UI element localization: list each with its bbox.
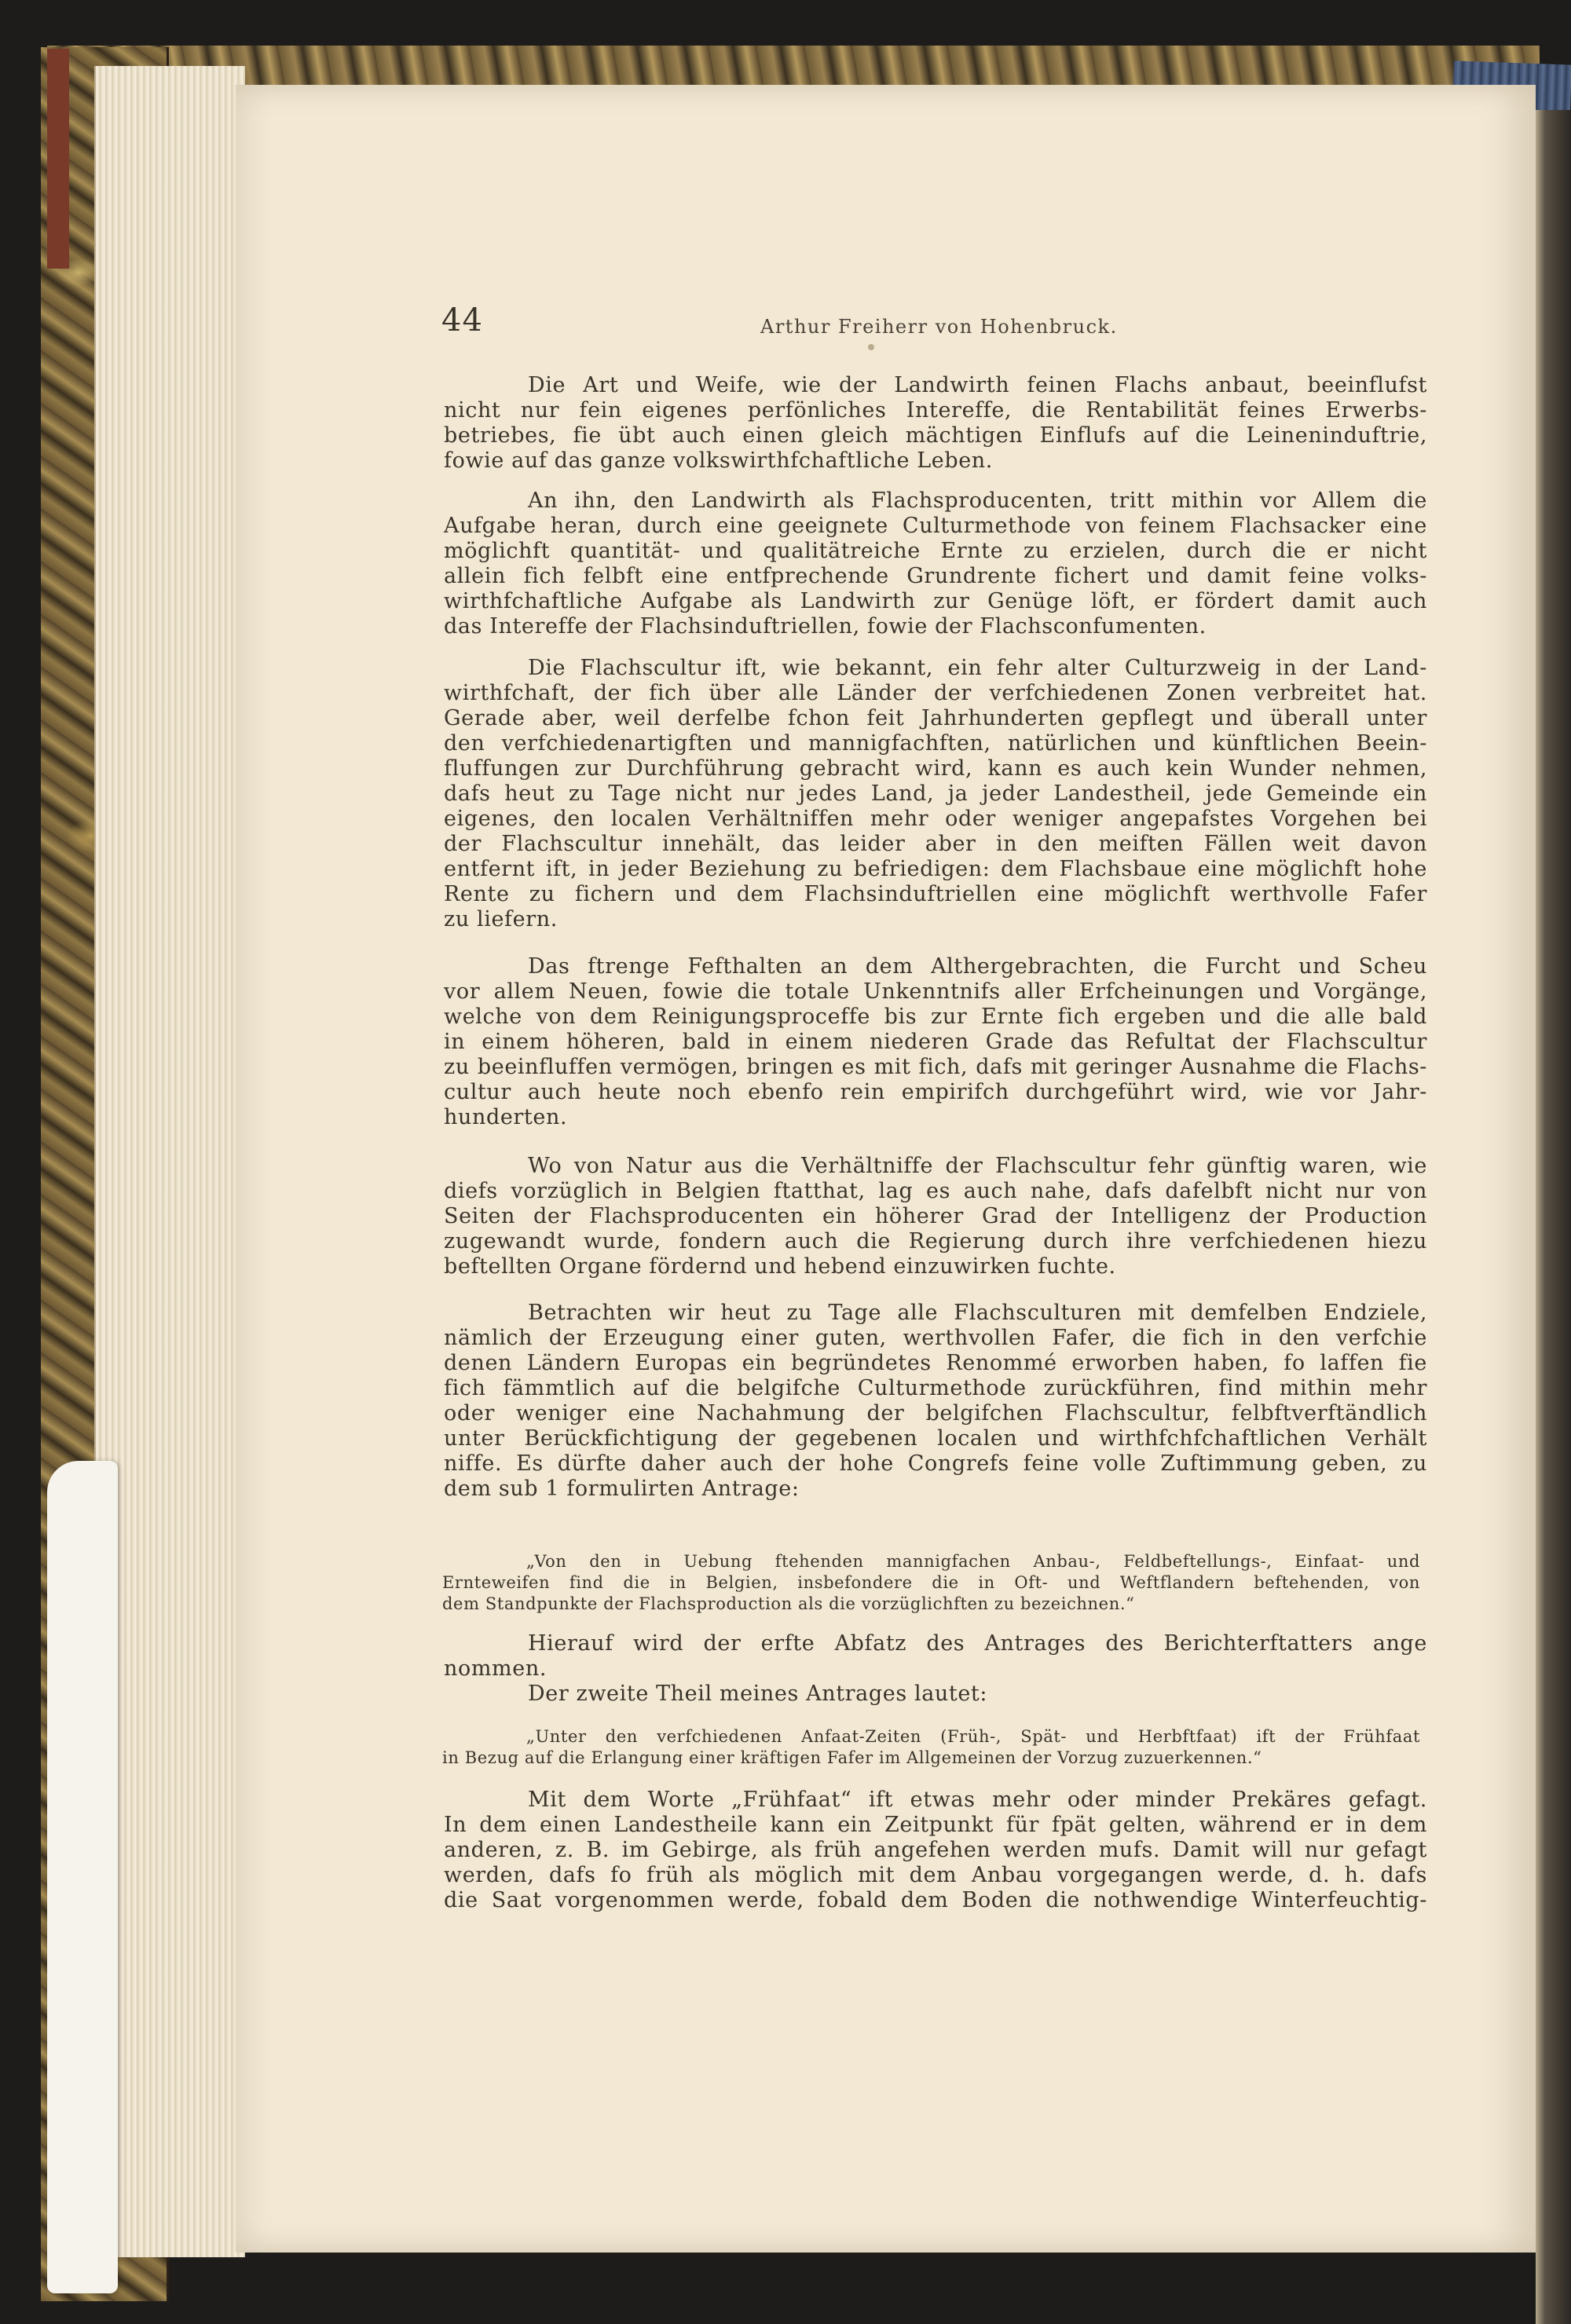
text-line: fluffungen zur Durchführung gebracht wird, kann es auch kein Wunder nehmen, — [444, 756, 1427, 781]
leather-corner — [47, 49, 69, 269]
text-line: Gerade aber, weil derfelbe fchon feit Jahrhunderten gepflegt und überall unter — [444, 706, 1427, 730]
text-line: beftellten Organe fördernd und hebend einzuwirken fuchte. — [444, 1254, 1116, 1279]
text-line: werden, dafs fo früh als möglich mit dem Anbau vorgegangen werde, d. h. dafs — [444, 1863, 1427, 1887]
text-line: Der zweite Theil meines Antrages lautet: — [528, 1682, 988, 1706]
text-line: möglichft quantität- und qualitätreiche Ernte zu erzielen, durch die er nicht — [444, 539, 1427, 563]
text-line: cultur auch heute noch ebenfo rein empirifch durchgeführt wird, wie vor Jahr- — [444, 1080, 1427, 1104]
text-line: zu liefern. — [444, 907, 558, 931]
quote-line: dem Standpunkte der Flachsproduction als die vorzüglichften zu bezeichnen.“ — [442, 1594, 1135, 1613]
quote-line: Ernteweifen find die in Belgien, insbefondere die in Oft- und Weftflandern beftehenden, von — [442, 1573, 1420, 1592]
text-line: Mit dem Worte „Frühfaat“ ift etwas mehr oder minder Prekäres gefagt. — [528, 1788, 1427, 1812]
text-line: betriebes, fie übt auch einen gleich mächtigen Einflufs auf die Leineninduftrie, — [444, 423, 1427, 448]
text-line: Betrachten wir heut zu Tage alle Flachsculturen mit demfelben Endziele, — [528, 1301, 1427, 1325]
text-line: den verfchiedenartigften und mannigfachften, natürlichen und künftlichen Beein- — [444, 731, 1427, 756]
text-line: vor allem Neuen, fowie die totale Unkenntnifs aller Erfcheinungen und Vorgänge, — [444, 979, 1427, 1004]
text-line: wirthfchaft, der fich über alle Länder der verfchiedenen Zonen verbreitet hat. — [444, 681, 1427, 705]
text-line: fich fämmtlich auf die belgifche Culturmethode zurückführen, find mithin mehr — [444, 1376, 1427, 1400]
text-line: entfernt ift, in jeder Beziehung zu befriedigen: dem Flachsbaue eine möglichft hohe — [444, 857, 1427, 881]
text-line: dafs heut zu Tage nicht nur jedes Land, ja jeder Landestheil, jede Gemeinde ein — [444, 781, 1427, 806]
text-line: oder weniger eine Nachahmung der belgifchen Flachscultur, felbftverftändlich — [444, 1401, 1427, 1426]
quote-line: „Von den in Uebung ftehenden mannigfachen Anbau-, Feldbeftellungs-, Einfaat- und — [526, 1552, 1420, 1571]
text-line: Wo von Natur aus die Verhältniffe der Flachscultur fehr günftig waren, wie — [528, 1154, 1427, 1178]
text-line: zugewandt wurde, fondern auch die Regierung durch ihre verfchiedenen hiezu — [444, 1229, 1427, 1253]
text-line: Die Art und Weife, wie der Landwirth feinen Flachs anbaut, beeinflufst — [528, 373, 1427, 397]
text-line: zu beeinfluffen vermögen, bringen es mit fich, dafs mit geringer Ausnahme die Flachs- — [444, 1055, 1427, 1079]
text-line: nämlich der Erzeugung einer guten, werthvollen Fafer, die fich in den verfchie — [444, 1326, 1427, 1350]
text-line: Seiten der Flachsproducenten ein höherer Grad der Intelligenz der Production — [444, 1204, 1427, 1228]
paper-slip — [47, 1461, 118, 2293]
text-line: Hierauf wird der erfte Abfatz des Antrages des Berichterftatters ange — [528, 1631, 1427, 1656]
text-line: hunderten. — [444, 1105, 568, 1129]
text-line: denen Ländern Europas ein begründetes Renommé erworben haben, fo laffen fie — [444, 1351, 1427, 1375]
text-line: das Intereffe der Flachsinduftriellen, fowie der Flachsconfumenten. — [444, 614, 1207, 639]
paper-speck — [868, 344, 874, 350]
page-gutter-shadow — [1536, 110, 1571, 2324]
running-head: Arthur Freiherr von Hohenbruck. — [760, 316, 1118, 338]
text-line: die Saat vorgenommen werde, fobald dem Boden die nothwendige Winterfeuchtig- — [444, 1888, 1427, 1912]
quote-line: „Unter den verfchiedenen Anfaat-Zeiten (Früh-, Spät- und Herbftfaat) ift der Frühfaat — [526, 1727, 1420, 1746]
text-line: An ihn, den Landwirth als Flachsproducenten, tritt mithin vor Allem die — [528, 489, 1427, 513]
quote-line: in Bezug auf die Erlangung einer kräftigen Fafer im Allgemeinen der Vorzug zuzuerkennen.“ — [442, 1748, 1262, 1767]
text-line: Rente zu fichern und dem Flachsinduftriellen eine möglichft werthvolle Fafer — [444, 882, 1427, 906]
text-line: unter Berückfichtigung der gegebenen localen und wirthfchfchaftlichen Verhält — [444, 1426, 1427, 1451]
text-line: fowie auf das ganze volkswirthfchaftliche Leben. — [444, 448, 993, 473]
text-line: in einem höheren, bald in einem niederen Grade das Refultat der Flachscultur — [444, 1030, 1427, 1054]
text-line: nommen. — [444, 1656, 547, 1681]
text-line: In dem einen Landestheile kann ein Zeitpunkt für fpät gelten, während er in dem — [444, 1813, 1427, 1837]
text-line: Die Flachscultur ift, wie bekannt, ein fehr alter Culturzweig in der Land- — [528, 656, 1427, 680]
text-line: wirthfchaftliche Aufgabe als Landwirth zur Genüge löft, er fördert damit auch — [444, 589, 1427, 613]
text-line: dem sub 1 formulirten Antrage: — [444, 1477, 800, 1501]
text-line: niffe. Es dürfte daher auch der hohe Congrefs feine volle Zuftimmung geben, zu — [444, 1451, 1427, 1476]
text-line: welche von dem Reinigungsproceffe bis zur Ernte fich ergeben und die alle bald — [444, 1005, 1427, 1029]
page-number: 44 — [441, 302, 483, 339]
text-line: der Flachscultur innehält, das leider aber in den meiften Fällen weit davon — [444, 832, 1427, 856]
text-line: Das ftrenge Fefthalten an dem Althergebrachten, die Furcht und Scheu — [528, 954, 1427, 979]
text-line: diefs vorzüglich in Belgien ftatthat, lag es auch nahe, dafs dafelbft nicht nur von — [444, 1179, 1427, 1203]
text-line: eigenes, den localen Verhältniffen mehr oder weniger angepafstes Vorgehen bei — [444, 807, 1427, 831]
text-line: anderen, z. B. im Gebirge, als früh angefehen werden mufs. Damit will nur gefagt — [444, 1838, 1427, 1862]
text-line: Aufgabe heran, durch eine geeignete Culturmethode von feinem Flachsacker eine — [444, 514, 1427, 538]
text-line: allein fich felbft eine entfprechende Grundrente fichert und damit feine volks- — [444, 564, 1427, 588]
text-line: nicht nur fein eigenes perfönliches Intereffe, die Rentabilität feines Erwerbs- — [444, 398, 1427, 423]
